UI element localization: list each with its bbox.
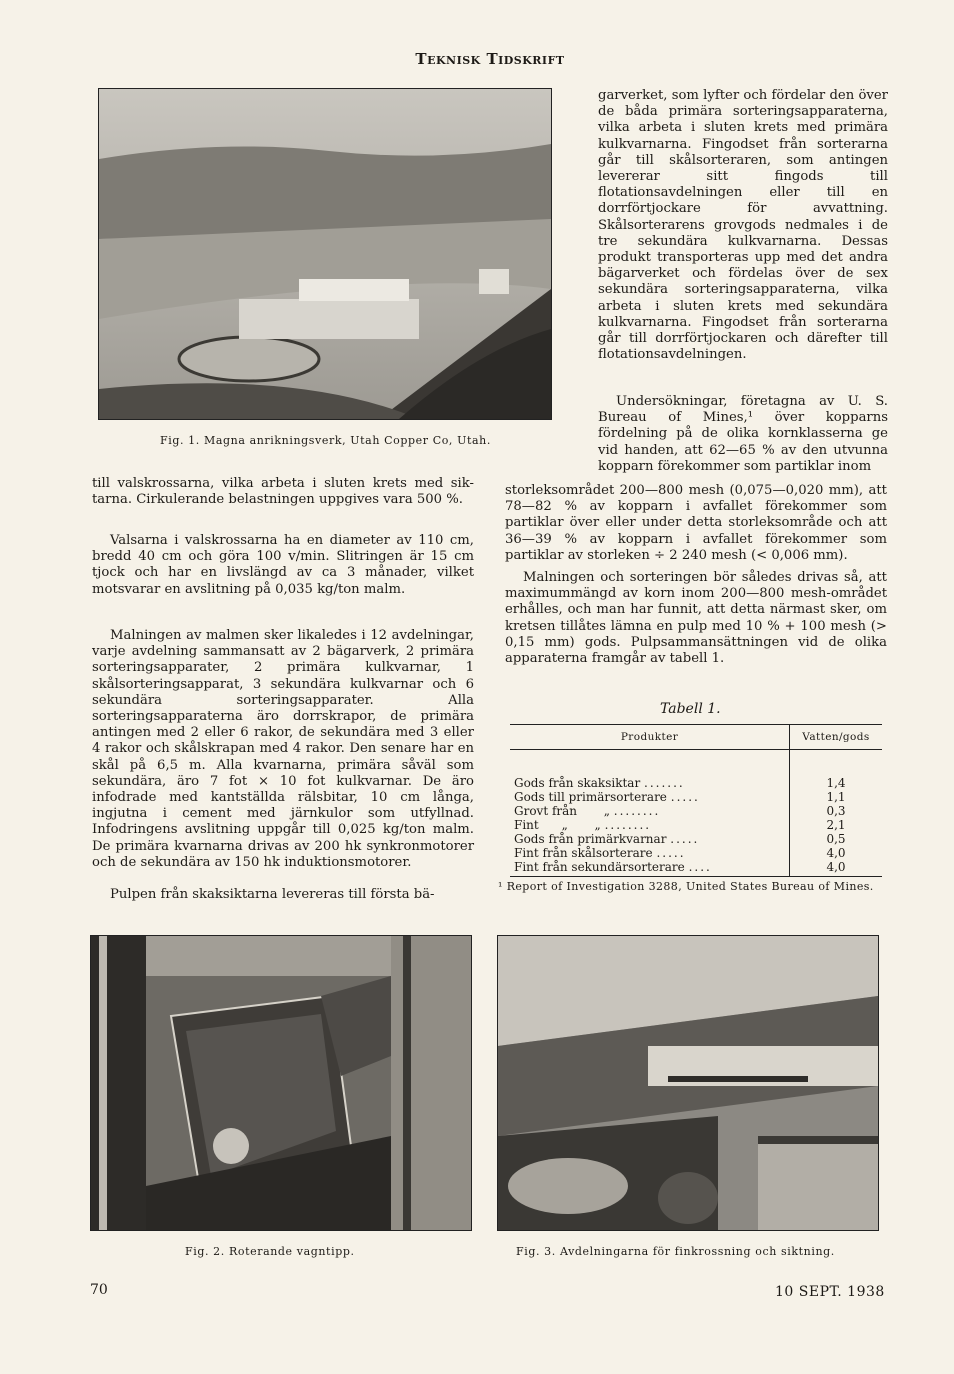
table-row: Fint från skålsorterare ..... 4,0 — [510, 846, 882, 860]
table-row: Gods till primärsorterare ..... 1,1 — [510, 790, 882, 804]
table-row: Fint från sekundärsorterare .... 4,0 — [510, 860, 882, 877]
right-paragraph-3: storleksområdet 200—800 mesh (0,075—0,020 mm), att 78—82 % av kopparn i avfallet förekommer som partiklar över eller under detta storleksområde och att 36—39 % av kopparn i avfallet förekommer som partiklar av storleken ÷ 2 240 mesh (< 0,006 mm). — [505, 483, 887, 563]
figure-1-photo — [98, 88, 552, 420]
table-header-produkter: Produkter — [510, 725, 790, 750]
left-paragraph-2: Valsarna i valskrossarna ha en diameter av 110 cm, bredd 40 cm och göra 100 v/min. Slitringen är 15 cm tjock och har en livslängd av ca 3 månader, vilket motsvarar en avslitning på 0,035 kg/ton malm. — [92, 533, 474, 597]
left-paragraph-3: Malningen av malmen sker likaledes i 12 avdelningar, varje avdelning sammansatt av 2 bägarverk, 2 primära sorteringsapparater, 2 primära kulkvarnar, 1 skålsorteringsapparat, 3 sekundära kulkvarnar och 6 sekundära sorteringsapparater. Alla sorteringsapparaterna äro dorrskrapor, de primära antingen med 2 eller 6 rakor, de sekundära med 3 eller 4 rakor och skålskrapan med 4 rakor. Den senare har en skål på 6,5 m. Alla kvarnarna, primära såväl som sekundära, äro 7 fot × 10 fot kulkvarnar. De äro infodrade med kantställda rälsbitar, 10 cm långa, ingjutna i cement med järnkulor som utfyllnad. Infodringens avslitning uppgår till 0,025 kg/ton malm. De primära kvarnarna drivas av 200 hk synkronmotorer och de sekundära av 150 hk induktionsmotorer. — [92, 628, 474, 870]
table-1 — [510, 724, 882, 877]
right-paragraph-2: Undersökningar, företagna av U. S. Bureau of Mines,¹ över kopparns fördelning på de olika kornklasserna ge vid handen, att 62—65 % av den utvunna kopparn förekommer som partiklar inom — [598, 394, 888, 474]
table-row: Gods från primärkvarnar ..... 0,5 — [510, 832, 882, 846]
journal-title: Teknisk Tidskrift — [415, 50, 565, 68]
figure-2-photo — [90, 935, 472, 1231]
left-paragraph-1: till valskrossarna, vilka arbeta i sluten krets med sik-tarna. Cirkulerande belastningen uppgives vara 500 %. — [92, 476, 474, 508]
issue-date: 10 SEPT. 1938 — [775, 1284, 885, 1300]
table-row: Gods från skaksiktar ....... 1,4 — [510, 776, 882, 790]
table-row: Fint „ „ ........ 2,1 — [510, 818, 882, 832]
right-paragraph-4: Malningen och sorteringen bör således drivas så, att maximummängd av korn inom 200—800 mesh-området erhålles, och man har funnit, att detta närmast sker, om kretsen tillåtes lämna en pulp med 10 % + 100 mesh (> 0,15 mm) gods. Pulpsammansättningen vid de olika apparaterna framgår av tabell 1. — [505, 570, 887, 667]
footnote: ¹ Report of Investigation 3288, United States Bureau of Mines. — [498, 880, 874, 893]
page-number: 70 — [90, 1282, 108, 1298]
figure-2-caption: Fig. 2. Roterande vagntipp. — [185, 1245, 355, 1258]
table-1-title: Tabell 1. — [660, 701, 721, 717]
table-header-vatten-gods: Vatten/gods — [790, 725, 883, 750]
figure-3-caption: Fig. 3. Avdelningarna för finkrossning och siktning. — [516, 1245, 835, 1258]
left-paragraph-4: Pulpen från skaksiktarna levereras till första bä- — [110, 887, 435, 902]
figure-3-photo — [497, 935, 879, 1231]
right-paragraph-1: garverket, som lyfter och fördelar den över de båda primära sorteringsapparaterna, vilka arbeta i sluten krets med primära kulkvarnarna. Fingodset från sorterarna går till skålsorteraren, som antingen levererar sitt fingods till flotationsavdelningen eller till en dorrförtjockare för avvattning. Skålsorterarens grovgods nedmales i de tre sekundära kulkvarnarna. Dessas produkt transporteras upp med det andra bägarverket och fördelas över de sex sekundära sorteringsapparaterna, vilka arbeta i sluten krets med sekundära kulkvarnarna. Fingodset från sorterarna går till dorrförtjockaren och därefter till flotationsavdelningen. — [598, 88, 888, 363]
table-row: Grovt från „ ........ 0,3 — [510, 804, 882, 818]
figure-1-caption: Fig. 1. Magna anrikningsverk, Utah Copper Co, Utah. — [160, 434, 491, 447]
